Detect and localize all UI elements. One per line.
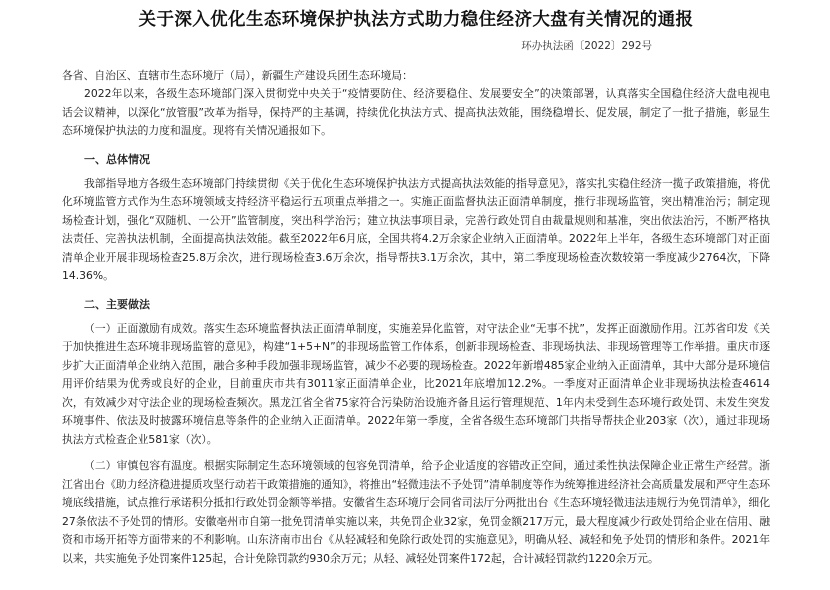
body-paragraph: （二）审慎包容有温度。根据实际制定生态环境领域的包容免罚清单，给予企业适度的容错改正空间，通过柔性执法保障企业正常生产经营。浙江省出台《助力经济稳进提质攻坚行动若干政策措施的通知》，将推出“轻微违法不予处罚”清单制度等作为统筹推进经济社会高质量发展和严守生态环境底线措施，试点推行承诺积分抵扣行政处罚金额等举措。安徽省生态环境厅会同省司法厅分两批出台《生态环境轻微违法违规行为免罚清单》，细化27条依法不予处罚的情形。安徽亳州市自第一批免罚清单实施以来，共免罚企业32家，免罚金额217万元，最大程度减少行政处罚给企业在信用、融资和市场开拓等方面带来的不利影响。山东济南市出台《从轻减轻和免除行政处罚的实施意见》，明确从轻、减轻和免予处罚的情形和条件。2021年以来，共实施免予处罚案件125起，合计免除罚款约930余万元；从轻、减轻处罚案件172起，合计减轻罚款约1220余万元。 xyxy=(62,459,770,565)
intro-paragraph: 2022年以来，各级生态环境部门深入贯彻党中央关于“疫情要防住、经济要稳住、发展要安全”的决策部署，认真落实全国稳住经济大盘电视电话会议精神，以深化“放管服”改革为指导，保持严的主基调，持续优化执法方式、提高执法效能，围绕稳增长、促发展，制定了一批子措施，彰显生态环境保护执法的力度和温度。现将有关情况通报如下。 xyxy=(62,87,770,137)
body-paragraph: 我部指导地方各级生态环境部门持续贯彻《关于优化生态环境保护执法方式提高执法效能的指导意见》，落实扎实稳住经济一揽子政策措施，将优化环境监管方式作为生态环境领域支持经济平稳运行五项重点举措之一。实施正面监督执法正面清单制度，推行非现场监管，突出精准治污；制定现场检查计划，强化“双随机、一公开”监管制度，突出科学治污；建立执法事项目录，完善行政处罚自由裁量规则和基准，突出依法治污，不断严格执法责任、完善执法机制，全面提高执法效能。截至2022年6月底，全国共将4.2万余家企业纳入正面清单。2022年上半年，各级生态环境部门对正面清单企业开展非现场检查25.8万余次，进行现场检查3.6万余次，指导帮扶3.1万余次，其中，第二季度现场检查次数较第一季度减少2764次，下降14.36%。 xyxy=(62,176,770,282)
body-paragraph: （一）正面激励有成效。落实生态环境监督执法正面清单制度，实施差异化监管，对守法企业“无事不扰”，发挥正面激励作用。江苏省印发《关于加快推进生态环境非现场监管的意见》，构建“1+5+N”的非现场监管工作体系，创新非现场检查、非现场执法、非现场管理等工作举措。重庆市逐步扩大正面清单企业纳入范围，融合多种手段加强非现场监管，减少不必要的现场检查。2022年新增485家企业纳入正面清单，其中大部分是环境信用评价结果为优秀或良好的企业，目前重庆市共有3011家正面清单企业，比2021年底增加12.2%。一季度对正面清单企业非现场执法检查4614次，有效减少对守法企业的现场检查频次。黑龙江省全省75家符合污染防治设施齐备且运行管理规范、1年内未受到生态环境行政处罚、未发生突发环境事件、依法及时披露环境信息等条件的企业纳入正面清单。2022年第一季度，全省各级生态环境部门共指导帮扶企业203家（次），通过非现场执法方式检查企业581家（次）。 xyxy=(62,321,770,446)
document-title: 关于深入优化生态环境保护执法方式助力稳住经济大盘有关情况的通报 xyxy=(138,10,694,30)
section-heading: 一、总体情况 xyxy=(84,152,150,166)
document-number: 环办执法函〔2022〕292号 xyxy=(521,40,652,52)
addressee: 各省、自治区、直辖市生态环境厅（局），新疆生产建设兵团生态环境局： xyxy=(62,69,413,82)
section-heading: 二、主要做法 xyxy=(84,297,150,311)
